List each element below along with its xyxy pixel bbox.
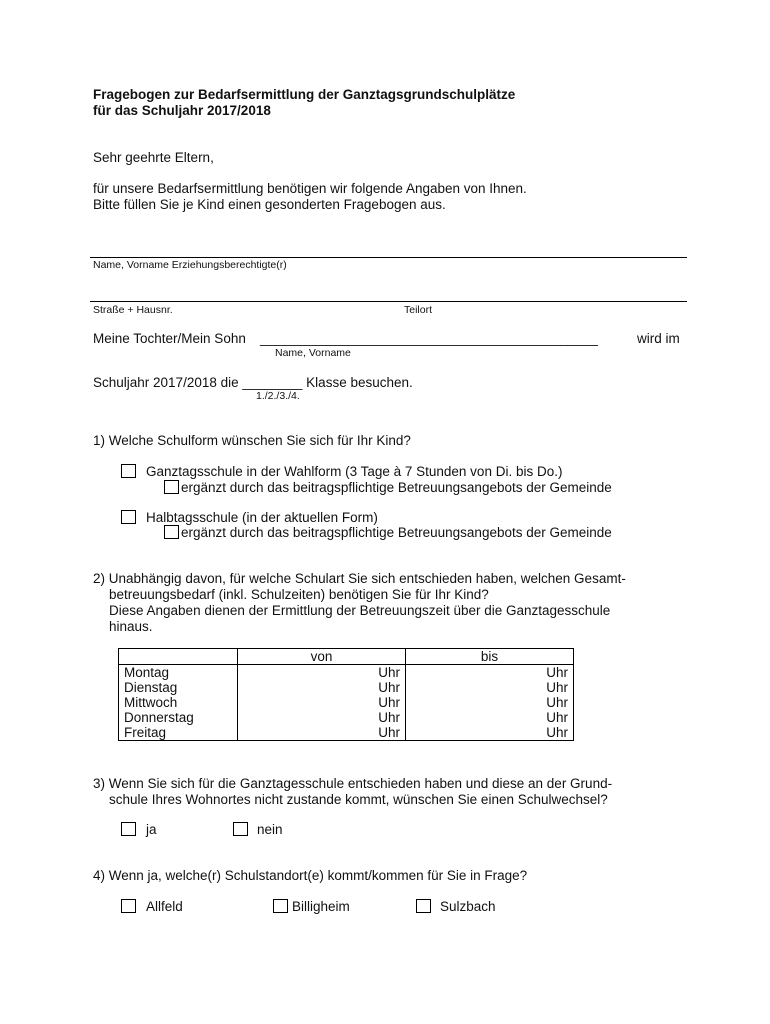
child-name-blank[interactable]: _____________________________________________ [260, 331, 598, 346]
to-cell[interactable]: Uhr [406, 680, 574, 695]
from-cell[interactable]: Uhr [238, 695, 406, 710]
q2-line3: Diese Angaben dienen der Ermittlung der Betreuungszeit über die Ganztagesschule [109, 603, 611, 618]
day-cell: Montag [119, 665, 238, 681]
form-title-line1: Fragebogen zur Bedarfsermittlung der Ganztagsgrundschulplätze [93, 87, 516, 102]
greeting: Sehr geehrte Eltern, [93, 150, 214, 165]
child-suffix: wird im [637, 331, 680, 346]
to-cell[interactable]: Uhr [406, 725, 574, 741]
class-hint: 1./2./3./4. [256, 390, 300, 402]
child-prefix: Meine Tochter/Mein Sohn [93, 331, 246, 346]
q3-line1: 3) Wenn Sie sich für die Ganztagesschule entschieden haben und diese an der Grund- [93, 776, 613, 791]
q3-no-checkbox[interactable] [233, 822, 248, 836]
child-name-hint: Name, Vorname [275, 347, 351, 359]
care-schedule-table [118, 648, 574, 741]
table-row [119, 665, 574, 681]
q1-option2-checkbox[interactable] [121, 510, 136, 524]
q2-line4: hinaus. [109, 619, 153, 634]
from-cell[interactable]: Uhr [238, 725, 406, 741]
district-label: Teilort [404, 304, 433, 316]
street-line[interactable] [90, 301, 687, 302]
table-row [119, 725, 574, 741]
guardian-name-label: Name, Vorname Erziehungsberechtigte(r) [93, 259, 287, 271]
from-cell[interactable]: Uhr [238, 665, 406, 681]
day-cell: Donnerstag [119, 710, 238, 725]
header-from: von [238, 649, 406, 665]
table-row [119, 680, 574, 695]
q4-sulzbach-checkbox[interactable] [416, 899, 431, 913]
q1-option2-label: Halbtagsschule (in der aktuellen Form) [146, 510, 378, 525]
q1-question: 1) Welche Schulform wünschen Sie sich für Ihr Kind? [93, 433, 411, 448]
from-cell[interactable]: Uhr [238, 710, 406, 725]
q1-option1-checkbox[interactable] [121, 464, 136, 478]
table-row [119, 695, 574, 710]
q3-yes-checkbox[interactable] [121, 822, 136, 836]
day-cell: Freitag [119, 725, 238, 741]
to-cell[interactable]: Uhr [406, 710, 574, 725]
class-sentence[interactable]: Schuljahr 2017/2018 die ________ Klasse besuchen. [93, 375, 413, 390]
q4-billigheim-checkbox[interactable] [273, 899, 288, 913]
day-cell: Mittwoch [119, 695, 238, 710]
q1-option1-sub-label: ergänzt durch das beitragspflichtige Betreuungsangebots der Gemeinde [181, 480, 612, 495]
q1-option2-sub-checkbox[interactable] [164, 525, 179, 539]
q3-line2: schule Ihres Wohnortes nicht zustande kommt, wünschen Sie einen Schulwechsel? [109, 792, 608, 807]
to-cell[interactable]: Uhr [406, 665, 574, 681]
q1-option1-label: Ganztagsschule in der Wahlform (3 Tage à 7 Stunden von Di. bis Do.) [146, 464, 563, 479]
q2-line1: 2) Unabhängig davon, für welche Schulart Sie sich entschieden haben, welchen Gesamt- [93, 571, 626, 586]
q1-option1-sub-checkbox[interactable] [164, 480, 179, 494]
q3-yes-label: ja [146, 822, 157, 837]
street-label: Straße + Hausnr. [93, 304, 173, 316]
form-title-line2: für das Schuljahr 2017/2018 [93, 103, 271, 118]
intro-line2: Bitte füllen Sie je Kind einen gesonderten Fragebogen aus. [93, 197, 446, 212]
from-cell[interactable]: Uhr [238, 680, 406, 695]
q4-question: 4) Wenn ja, welche(r) Schulstandort(e) kommt/kommen für Sie in Frage? [93, 868, 528, 883]
intro-line1: für unsere Bedarfsermittlung benötigen wir folgende Angaben von Ihnen. [93, 181, 527, 196]
q4-sulzbach-label: Sulzbach [440, 899, 496, 914]
header-day-cell [119, 649, 238, 665]
table-header-row [119, 649, 574, 665]
table-row [119, 710, 574, 725]
to-cell[interactable]: Uhr [406, 695, 574, 710]
day-cell: Dienstag [119, 680, 238, 695]
q3-no-label: nein [257, 822, 283, 837]
q1-option2-sub-label: ergänzt durch das beitragspflichtige Betreuungsangebots der Gemeinde [181, 525, 612, 540]
q4-billigheim-label: Billigheim [292, 899, 350, 914]
guardian-name-line[interactable] [90, 257, 687, 258]
q2-line2: betreuungsbedarf (inkl. Schulzeiten) benötigen Sie für Ihr Kind? [109, 587, 489, 602]
header-to: bis [406, 649, 574, 665]
q4-allfeld-label: Allfeld [146, 899, 183, 914]
q4-allfeld-checkbox[interactable] [121, 899, 136, 913]
